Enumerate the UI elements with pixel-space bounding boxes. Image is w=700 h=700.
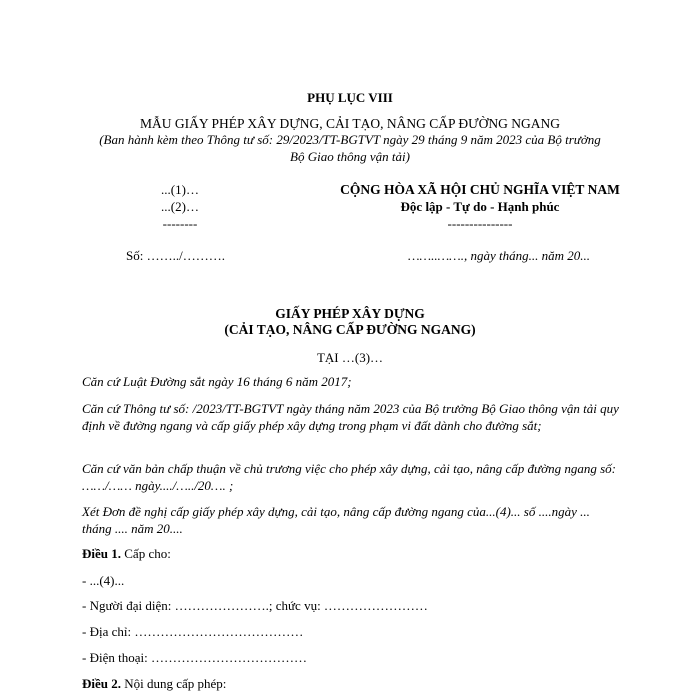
- article-1-grantee: - ...(4)...: [82, 573, 125, 588]
- org-line-2: ...(2)…: [161, 199, 199, 214]
- form-title: MẪU GIẤY PHÉP XÂY DỰNG, CẢI TẠO, NÂNG CẤP ĐƯỜNG NGANG: [140, 116, 560, 131]
- legal-basis-circular: Căn cứ Thông tư số: /2023/TT-BGTVT ngày tháng năm 2023 của Bộ trưởng Bộ Giao thông vận tải quy định về đường ngang và cấp giấy phép xây dựng trong phạm vi đất dành cho đường sắt;: [82, 401, 619, 433]
- org-line-1: ...(1)…: [161, 182, 199, 197]
- article-1-label: Điều 1.: [82, 546, 121, 561]
- article-1-heading: [82, 546, 171, 562]
- article-2-heading: [82, 676, 226, 692]
- permit-location: TẠI …(3)…: [316, 350, 384, 365]
- permit-title: GIẤY PHÉP XÂY DỰNG: [275, 306, 425, 321]
- motto-divider: ---------------: [447, 216, 513, 231]
- article-2-label: Điều 2.: [82, 676, 121, 691]
- article-2-text: Nội dung cấp phép:: [121, 676, 227, 691]
- permit-subtitle: (CẢI TẠO, NÂNG CẤP ĐƯỜNG NGANG): [224, 322, 476, 337]
- org-divider: --------: [162, 216, 198, 231]
- document-number: Số: ……../……….: [126, 248, 225, 263]
- document-date: ……..……., ngày tháng... năm 20...: [408, 248, 591, 263]
- legal-basis-application: Xét Đơn đề nghị cấp giấy phép xây dựng, cải tạo, nâng cấp đường ngang của...(4)... số ....ngày ... tháng .... năm 20....: [82, 504, 590, 536]
- article-1-phone: - Điện thoại: ………………………………: [82, 650, 307, 665]
- article-1-address: - Địa chỉ: …………………………………: [82, 624, 304, 639]
- article-1-text: Cấp cho:: [121, 546, 171, 561]
- national-heading: CỘNG HÒA XÃ HỘI CHỦ NGHĨA VIỆT NAM: [340, 182, 620, 197]
- legal-basis-approval: Căn cứ văn bản chấp thuận về chủ trương việc cho phép xây dựng, cải tạo, nâng cấp đường ngang số: ……/…… ngày..../…../20…. ;: [82, 461, 616, 493]
- issued-by-line-2: Bộ Giao thông vận tải): [290, 149, 410, 164]
- national-motto: Độc lập - Tự do - Hạnh phúc: [400, 199, 560, 214]
- issued-by-line-1: (Ban hành kèm theo Thông tư số: 29/2023/TT-BGTVT ngày 29 tháng 9 năm 2023 của Bộ trưởng: [99, 132, 601, 147]
- article-1-representative: - Người đại diện: ………………….; chức vụ: ……………………: [82, 598, 428, 613]
- appendix-heading: PHỤ LỤC VIII: [307, 90, 393, 105]
- legal-basis-law: Căn cứ Luật Đường sắt ngày 16 tháng 6 năm 2017;: [82, 374, 352, 389]
